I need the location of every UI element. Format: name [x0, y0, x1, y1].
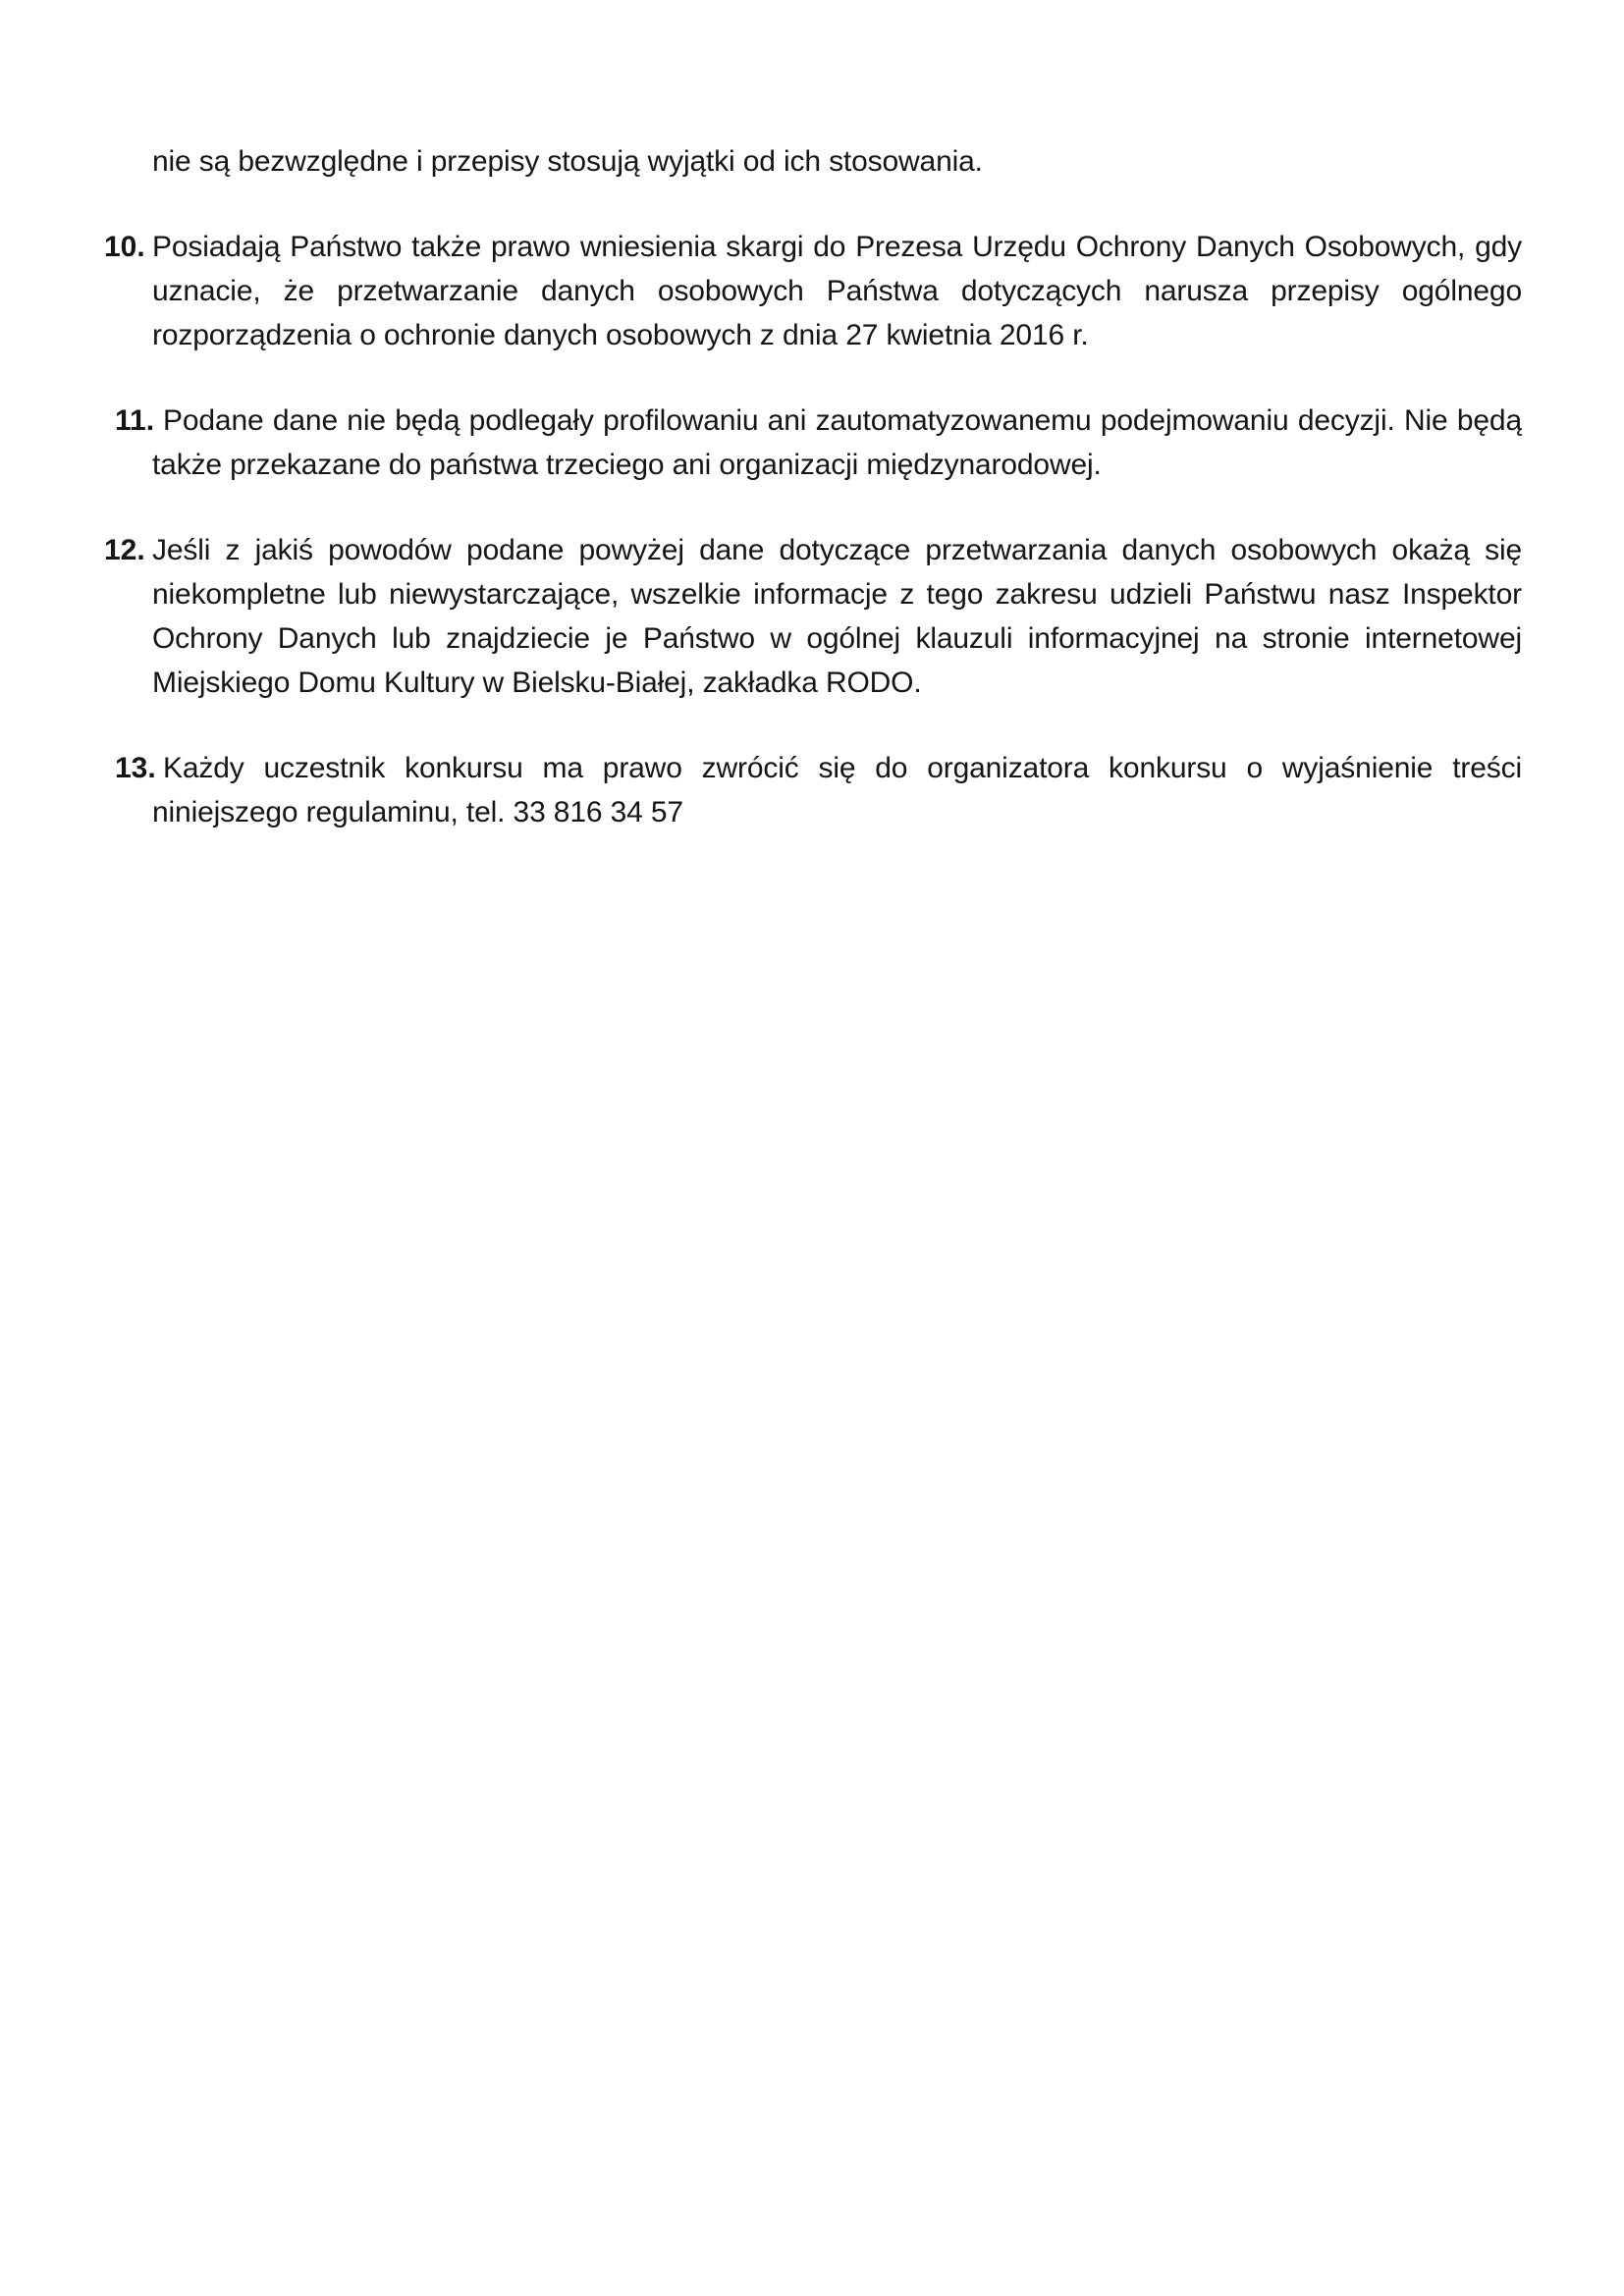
continuation-paragraph: nie są bezwzględne i przepisy stosują wyjątki od ich stosowania. — [152, 145, 983, 178]
item-number: 12. — [104, 534, 145, 566]
list-item-10 — [104, 225, 1522, 357]
list-item-12 — [104, 528, 1522, 705]
item-text: Jeśli z jakiś powodów podane powyżej dane dotyczące przetwarzania danych osobowych okażą się niekompletne lub niewystarczające, wszelkie informacje z tego zakresu udzieli Państwu nasz Inspektor Ochrony Danych lub znajdziecie je Państwo w ogólnej klauzuli informacyjnej na stronie internetowej Miejskiego Domu Kultury w Bielsku-Białej, zakładka RODO. — [152, 534, 1522, 699]
item-number: 10. — [104, 231, 145, 263]
item-text: Podane dane nie będą podlegały profilowaniu ani zautomatyzowanemu podejmowaniu decyzji. Nie będą także przekazane do państwa trzeciego ani organizacji międzynarodowej. — [152, 404, 1522, 481]
document-content — [104, 139, 1522, 876]
list-item-13 — [104, 746, 1522, 834]
item-text: Każdy uczestnik konkursu ma prawo zwrócić się do organizatora konkursu o wyjaśnienie treści niniejszego regulaminu, tel. 33 816 34 57 — [152, 752, 1522, 828]
item-number: 11. — [115, 404, 155, 437]
item-text: Posiadają Państwo także prawo wniesienia skargi do Prezesa Urzędu Ochrony Danych Osobowych, gdy uznacie, że przetwarzanie danych osobowych Państwa dotyczących narusza przepisy ogólnego rozporządzenia o ochronie danych osobowych z dnia 27 kwietnia 2016 r. — [152, 231, 1522, 351]
list-item-11 — [104, 399, 1522, 487]
item-number: 13. — [115, 752, 156, 784]
